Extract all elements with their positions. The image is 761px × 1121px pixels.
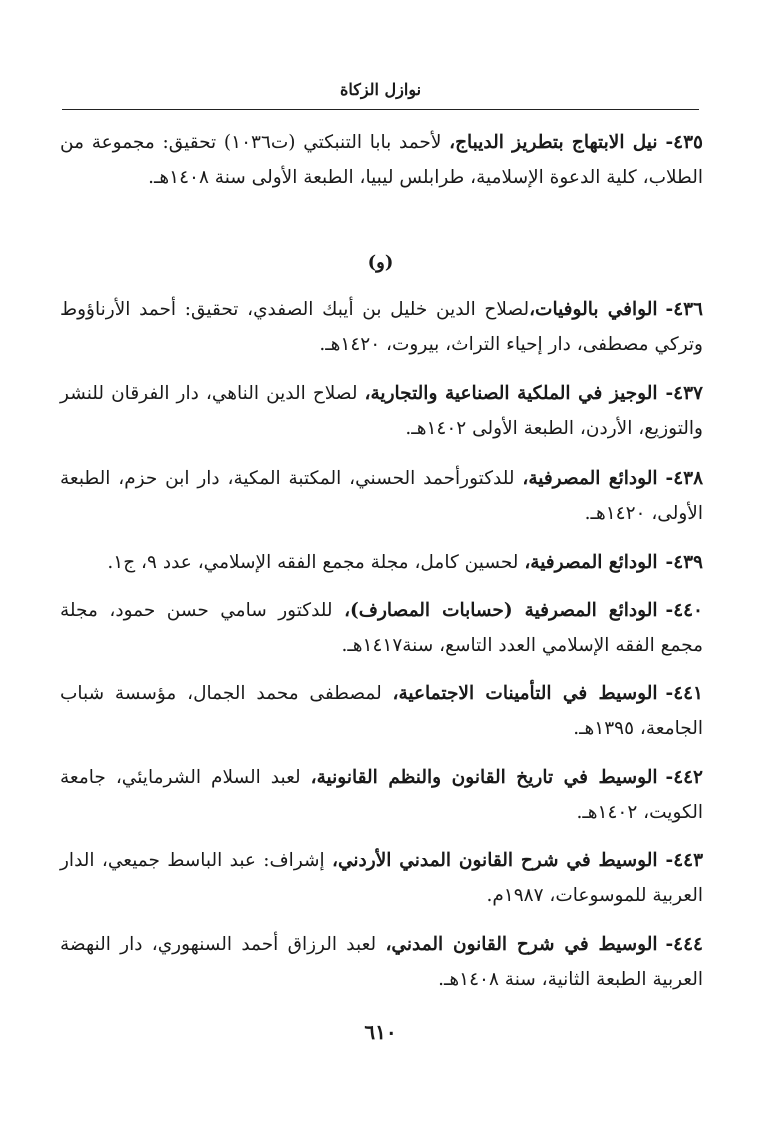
entry-title: الوافي بالوفيات، [529,299,658,320]
entry-number: ٤٣٥- [665,132,703,153]
entry-details: إشراف: عبد الباسط جميعي، الدار العربية للموسوعات، ١٩٨٧م. [60,850,703,906]
entry-details: لحسين كامل، مجلة مجمع الفقه الإسلامي، عدد ٩، ج١. [107,552,525,573]
page-number: ٦١٠ [364,1020,397,1044]
entry-number: ٤٣٦- [665,299,703,320]
entry-title: الوسيط في التأمينات الاجتماعية، [392,683,658,704]
entry-title: الوسيط في شرح القانون المدني الأردني، [332,850,658,871]
entry-details: لمصطفى محمد الجمال، مؤسسة شباب الجامعة، ١٣٩٥هـ. [60,683,703,739]
header-rule [62,109,699,110]
bibliography-entry [60,760,703,830]
entry-number: ٤٤١- [665,683,703,704]
bibliography-entry [60,125,703,195]
entry-title: الوسيط في تاريخ القانون والنظم القانونية، [310,767,658,788]
entry-title: الودائع المصرفية، [524,552,658,573]
bibliography-entry [60,292,703,362]
entry-details: لأحمد بابا التنبكتي (ت١٠٣٦) تحقيق: مجموعة من الطلاب، كلية الدعوة الإسلامية، طرابلس ليبيا، الطبعة الأولى سنة ١٤٠٨هـ. [60,132,703,188]
bibliography-entry [60,676,703,746]
bibliography-entry [60,545,703,580]
bibliography-entry [60,376,703,446]
entry-title: الودائع المصرفية (حسابات المصارف)، [344,600,658,621]
bibliography-entry [60,461,703,531]
entry-number: ٤٣٨- [665,468,704,489]
entry-number: ٤٤٣- [665,850,704,871]
entry-number: ٤٤٤- [665,934,703,955]
entry-title: الوسيط في شرح القانون المدني، [385,934,658,955]
entry-title: نيل الابتهاج بتطريز الديباج، [449,132,658,153]
running-header-title: نوازل الزكاة [339,80,422,99]
entry-details: لعبد الرزاق أحمد السنهوري، دار النهضة العربية الطبعة الثانية، سنة ١٤٠٨هـ. [60,934,703,990]
entry-details: لعبد السلام الشرمايئي، جامعة الكويت، ١٤٠٢هـ. [60,767,703,823]
entry-title: الودائع المصرفية، [522,468,658,489]
entry-number: ٤٣٩- [665,552,703,573]
bibliography-entry [60,927,703,997]
bibliography-entry [60,593,703,663]
entry-details: لصلاح الدين الناهي، دار الفرقان للنشر والتوزيع، الأردن، الطبعة الأولى ١٤٠٢هـ. [60,383,703,439]
entry-details: لصلاح الدين خليل بن أيبك الصفدي، تحقيق: أحمد الأرناؤوط وتركي مصطفى، دار إحياء التراث، بيروت، ١٤٢٠هـ. [60,299,703,355]
entry-details: للدكتورأحمد الحسني، المكتبة المكية، دار ابن حزم، الطبعة الأولى، ١٤٢٠هـ. [60,468,703,524]
section-letter: (و) [367,252,394,273]
entry-title: الوجيز في الملكية الصناعية والتجارية، [364,383,658,404]
entry-details: للدكتور سامي حسن حمود، مجلة مجمع الفقه الإسلامي العدد التاسع، سنة١٤١٧هـ. [60,600,703,656]
bibliography-entry [60,843,703,913]
entry-number: ٤٣٧- [665,383,703,404]
entry-number: ٤٤٢- [665,767,703,788]
entry-number: ٤٤٠- [665,600,703,621]
